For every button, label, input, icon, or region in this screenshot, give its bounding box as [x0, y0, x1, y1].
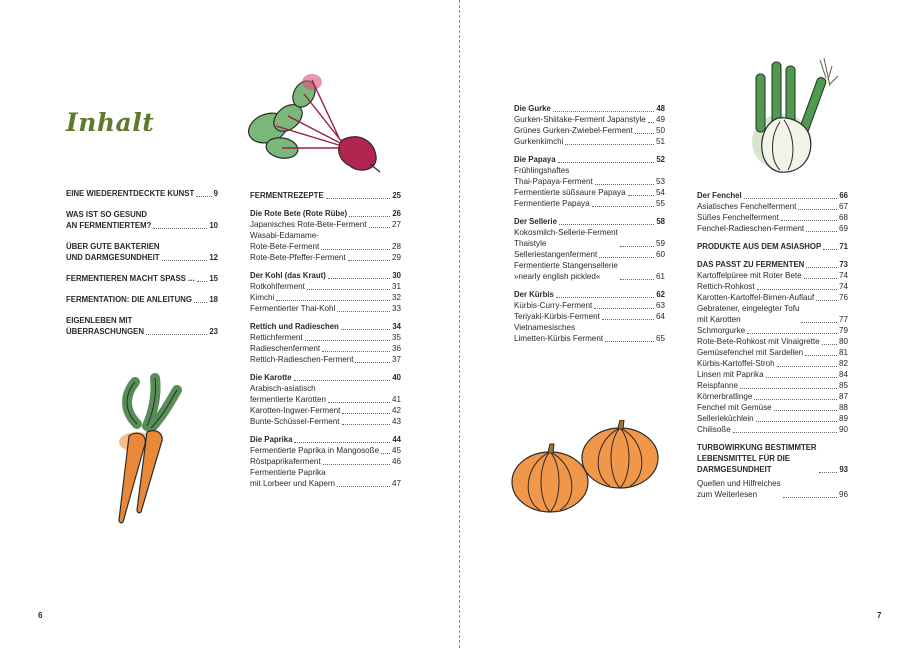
- toc-entry[interactable]: [250, 230, 401, 252]
- toc-page-number: 79: [838, 326, 848, 335]
- toc-entry[interactable]: [250, 303, 401, 314]
- toc-entry[interactable]: [250, 270, 401, 281]
- toc-page-number: 93: [839, 465, 848, 474]
- toc-leader-dots: [594, 308, 654, 309]
- toc-entry-line: TURBOWIRKUNG BESTIMMTER: [697, 443, 817, 452]
- toc-entry[interactable]: [697, 281, 848, 292]
- toc-entry[interactable]: [697, 424, 848, 435]
- toc-page-number: 59: [655, 239, 665, 248]
- toc-leader-dots: [558, 162, 655, 163]
- toc-leader-dots: [355, 362, 390, 363]
- toc-leader-dots: [804, 278, 837, 279]
- toc-page-number: 25: [392, 191, 401, 200]
- toc-entry[interactable]: [66, 315, 218, 337]
- toc-entry-title: Fenchel mit Gemüse: [697, 403, 772, 412]
- toc-leader-dots: [620, 246, 654, 247]
- toc-entry-title: Grünes Gurken-Zwiebel-Ferment: [514, 126, 633, 135]
- toc-page-number: 85: [838, 381, 848, 390]
- toc-page-number: 23: [209, 327, 218, 336]
- toc-entry-title: Röstpaprikaferment: [250, 457, 321, 466]
- toc-page-number: 62: [656, 290, 665, 299]
- toc-entry-title: FERMENTIEREN MACHT SPASS ...: [66, 274, 195, 283]
- toc-page-number: 61: [655, 272, 665, 281]
- toc-entry-line: Gebratener, eingelegter Tofu: [697, 304, 800, 313]
- toc-entry-title: [250, 230, 319, 252]
- toc-entry-title: Selleriekūchlein: [697, 414, 754, 423]
- toc-entry[interactable]: [66, 209, 218, 231]
- toc-leader-dots: [307, 289, 390, 290]
- toc-entry-line: Arabisch-asiatisch: [250, 384, 316, 393]
- toc-page-number: 58: [656, 217, 665, 226]
- toc-page-number: 82: [838, 359, 848, 368]
- toc-page-number: 73: [839, 260, 848, 269]
- toc-entry[interactable]: [514, 198, 665, 209]
- toc-leader-dots: [798, 209, 837, 210]
- page-number-left: 6: [38, 611, 43, 620]
- toc-page-number: 66: [839, 191, 848, 200]
- toc-leader-dots: [321, 249, 390, 250]
- toc-entry-line: Kokosmilch-Sellerie-Ferment: [514, 228, 618, 237]
- toc-entry-title: EINE WIEDERENTDECKTE KUNST: [66, 189, 195, 198]
- toc-entry[interactable]: [250, 190, 401, 201]
- toc-entry[interactable]: [250, 416, 401, 427]
- toc-entry-title: [514, 165, 593, 187]
- toc-entry[interactable]: [697, 358, 848, 369]
- toc-page-number: 35: [391, 333, 401, 342]
- toc-entry-title: [66, 315, 144, 337]
- toc-entry[interactable]: [66, 241, 218, 263]
- toc-page-number: 40: [392, 373, 401, 382]
- toc-leader-dots: [294, 442, 390, 443]
- toc-page-number: 46: [391, 457, 401, 466]
- toc-entry-title: Der Fenchel: [697, 191, 742, 200]
- toc-entry[interactable]: [250, 456, 401, 467]
- toc-leader-dots: [816, 300, 837, 301]
- toc-entry-line: Wasabi-Edamame-: [250, 231, 319, 240]
- toc-page-number: 81: [838, 348, 848, 357]
- toc-page-number: 76: [838, 293, 848, 302]
- toc-entry-title: Fermentierte Paprika in Mangosoße: [250, 446, 380, 455]
- toc-leader-dots: [823, 249, 837, 250]
- toc-entry-title: Süßes Fenchelferment: [697, 213, 779, 222]
- toc-leader-dots: [328, 278, 391, 279]
- toc-column-2: [250, 190, 401, 489]
- toc-page-number: 50: [655, 126, 665, 135]
- toc-entry-line: Rote-Bete-Ferment: [250, 242, 320, 251]
- toc-entry[interactable]: [514, 289, 665, 300]
- toc-page-number: 87: [838, 392, 848, 401]
- toc-page-number: 77: [838, 315, 848, 324]
- toc-page-number: 10: [209, 221, 218, 230]
- toc-leader-dots: [781, 220, 837, 221]
- toc-page-number: 88: [838, 403, 848, 412]
- toc-entry[interactable]: [697, 369, 848, 380]
- toc-entry-line: Fermentierte Paprika: [250, 468, 326, 477]
- toc-page-number: 15: [209, 274, 218, 283]
- toc-leader-dots: [595, 184, 654, 185]
- toc-entry-title: Reispfanne: [697, 381, 738, 390]
- toc-entry-title: Rettich-Radieschen-Ferment: [250, 355, 354, 364]
- toc-leader-dots: [754, 399, 837, 400]
- toc-entry[interactable]: [697, 478, 848, 500]
- toc-entry-title: Der Kürbis: [514, 290, 554, 299]
- toc-page-number: 69: [838, 224, 848, 233]
- toc-entry[interactable]: [250, 332, 401, 343]
- toc-page-number: 32: [391, 293, 401, 302]
- toc-entry[interactable]: [514, 165, 665, 187]
- toc-leader-dots: [605, 341, 654, 342]
- toc-entry-title: Rettich-Rohkost: [697, 282, 755, 291]
- toc-leader-dots: [153, 228, 207, 229]
- toc-entry-line: Limetten-Kürbis Ferment: [514, 334, 604, 343]
- toc-page-number: 67: [838, 202, 848, 211]
- toc-page-number: 43: [391, 417, 401, 426]
- toc-entry[interactable]: [250, 321, 401, 332]
- toc-entry-title: Schmorgurke: [697, 326, 746, 335]
- toc-entry[interactable]: [514, 227, 665, 249]
- toc-page-number: 33: [391, 304, 401, 313]
- toc-page-number: 90: [838, 425, 848, 434]
- toc-leader-dots: [323, 464, 390, 465]
- toc-entry[interactable]: [514, 114, 665, 125]
- toc-entry-title: Die Rote Bete (Rote Rübe): [250, 209, 348, 218]
- toc-entry-title: Der Sellerie: [514, 217, 557, 226]
- toc-entry[interactable]: [250, 343, 401, 354]
- toc-leader-dots: [381, 453, 390, 454]
- toc-entry-title: Rettichferment: [250, 333, 303, 342]
- toc-entry[interactable]: [697, 303, 848, 325]
- toc-leader-dots: [294, 380, 391, 381]
- toc-entry[interactable]: [697, 270, 848, 281]
- toc-entry-line: AN FERMENTIERTEM?: [66, 221, 152, 230]
- toc-page-number: 9: [213, 189, 218, 198]
- toc-entry[interactable]: [250, 383, 401, 405]
- toc-entry-line: LEBENSMITTEL FÜR DIE: [697, 454, 790, 463]
- toc-leader-dots: [648, 122, 654, 123]
- toc-entry-line: Quellen und Hilfreiches: [697, 479, 781, 488]
- toc-entry-title: [514, 227, 618, 249]
- toc-leader-dots: [822, 344, 837, 345]
- toc-page-number: 53: [655, 177, 665, 186]
- toc-entry-title: [66, 241, 160, 263]
- toc-entry-title: Gurkenkimchi: [514, 137, 564, 146]
- toc-entry[interactable]: [697, 347, 848, 358]
- toc-entry-line: ÜBER GUTE BAKTERIEN: [66, 242, 160, 251]
- toc-entry-title: [514, 260, 618, 282]
- toc-entry-title: Kimchi: [250, 293, 275, 302]
- toc-page-number: 31: [391, 282, 401, 291]
- toc-page-number: 49: [655, 115, 665, 124]
- page-fold: [459, 0, 460, 648]
- toc-entry[interactable]: [250, 445, 401, 456]
- page-title: Inhalt: [66, 108, 155, 137]
- toc-entry-title: Rote-Bete-Rohkost mit Vinaigrette: [697, 337, 820, 346]
- toc-leader-dots: [276, 300, 390, 301]
- toc-leader-dots: [757, 289, 837, 290]
- toc-entry-title: [514, 322, 603, 344]
- toc-entry[interactable]: [514, 103, 665, 114]
- toc-entry-line: Vietnamesisches: [514, 323, 576, 332]
- toc-page-number: 55: [655, 199, 665, 208]
- page-number-right: 7: [877, 611, 882, 620]
- toc-entry-title: Rote-Bete-Pfeffer-Ferment: [250, 253, 346, 262]
- toc-page-number: 63: [655, 301, 665, 310]
- toc-page-number: 51: [655, 137, 665, 146]
- toc-page-number: 18: [209, 295, 218, 304]
- toc-entry[interactable]: [250, 372, 401, 383]
- toc-leader-dots: [783, 497, 837, 498]
- toc-entry-line: zum Weiterlesen: [697, 490, 758, 499]
- toc-entry[interactable]: [250, 219, 401, 230]
- fennel-illustration: [748, 56, 850, 178]
- toc-page-number: 89: [838, 414, 848, 423]
- toc-entry-title: Selleriestangenferment: [514, 250, 598, 259]
- toc-entry[interactable]: [697, 223, 848, 234]
- toc-entry-title: Radieschenferment: [250, 344, 321, 353]
- toc-leader-dots: [805, 355, 837, 356]
- toc-entry[interactable]: [697, 259, 848, 270]
- toc-leader-dots: [348, 260, 390, 261]
- toc-entry-title: Linsen mit Paprika: [697, 370, 764, 379]
- toc-entry[interactable]: [514, 216, 665, 227]
- toc-leader-dots: [326, 198, 391, 199]
- toc-leader-dots: [774, 410, 837, 411]
- toc-leader-dots: [733, 432, 837, 433]
- toc-entry[interactable]: [250, 252, 401, 263]
- toc-entry-title: Bunte-Schüssel-Ferment: [250, 417, 340, 426]
- toc-entry[interactable]: [514, 136, 665, 147]
- toc-page-number: 44: [392, 435, 401, 444]
- toc-entry[interactable]: [66, 188, 218, 199]
- toc-leader-dots: [620, 279, 654, 280]
- toc-page-number: 74: [838, 282, 848, 291]
- toc-leader-dots: [197, 281, 208, 282]
- toc-entry-title: Kürbis-Kartoffel-Stroh: [697, 359, 775, 368]
- toc-page-number: 80: [838, 337, 848, 346]
- toc-page-number: 28: [391, 242, 401, 251]
- toc-entry-title: Gemüsefenchel mit Sardellen: [697, 348, 804, 357]
- toc-entry-line: EIGENLEBEN MIT: [66, 316, 133, 325]
- toc-entry-line: WAS IST SO GESUND: [66, 210, 148, 219]
- toc-leader-dots: [322, 351, 390, 352]
- toc-entry-title: Japanisches Rote-Bete-Ferment: [250, 220, 367, 229]
- toc-page-number: 27: [391, 220, 401, 229]
- toc-page-number: 54: [655, 188, 665, 197]
- toc-entry[interactable]: [697, 413, 848, 424]
- toc-entry-title: Der Kohl (das Kraut): [250, 271, 326, 280]
- toc-entry-title: Die Karotte: [250, 373, 292, 382]
- toc-page-number: 29: [391, 253, 401, 262]
- toc-entry[interactable]: [66, 294, 218, 305]
- toc-leader-dots: [337, 311, 390, 312]
- toc-leader-dots: [341, 329, 391, 330]
- toc-entry-title: Die Papaya: [514, 155, 556, 164]
- toc-entry[interactable]: [697, 212, 848, 223]
- toc-entry-line: Thaistyle: [514, 239, 547, 248]
- toc-entry-title: FERMENTREZEPTE: [250, 191, 324, 200]
- toc-leader-dots: [553, 111, 654, 112]
- toc-entry-line: fermentierte Karotten: [250, 395, 327, 404]
- toc-leader-dots: [628, 195, 654, 196]
- toc-page-number: 42: [391, 406, 401, 415]
- toc-entry[interactable]: [697, 325, 848, 336]
- toc-leader-dots: [162, 260, 208, 261]
- toc-page-number: 84: [838, 370, 848, 379]
- toc-entry-title: Teriyaki-Kürbis-Ferment: [514, 312, 600, 321]
- toc-page-number: 45: [391, 446, 401, 455]
- toc-leader-dots: [740, 388, 837, 389]
- toc-leader-dots: [599, 257, 654, 258]
- toc-leader-dots: [806, 231, 837, 232]
- toc-entry-title: Körnerbratlinge: [697, 392, 753, 401]
- toc-entry[interactable]: [250, 434, 401, 445]
- toc-leader-dots: [801, 322, 837, 323]
- toc-entry-title: Karotten-Kartoffel-Birnen-Auflauf: [697, 293, 815, 302]
- toc-entry[interactable]: [697, 190, 848, 201]
- toc-entry-line: Fermentierte Stangensellerie: [514, 261, 618, 270]
- toc-leader-dots: [369, 227, 390, 228]
- toc-entry[interactable]: [514, 187, 665, 198]
- toc-leader-dots: [806, 267, 837, 268]
- toc-page-number: 48: [656, 104, 665, 113]
- toc-leader-dots: [592, 206, 654, 207]
- toc-entry-title: [697, 478, 781, 500]
- toc-entry-title: FERMENTATION: DIE ANLEITUNG: [66, 295, 192, 304]
- toc-entry-title: Fenchel-Radieschen-Ferment: [697, 224, 805, 233]
- toc-page-number: 36: [391, 344, 401, 353]
- toc-leader-dots: [744, 198, 838, 199]
- toc-page-number: 30: [392, 271, 401, 280]
- toc-entry-title: Fermentierte süßsaure Papaya: [514, 188, 626, 197]
- toc-entry-line: ÜBERRASCHUNGEN: [66, 327, 144, 336]
- toc-page-number: 71: [839, 242, 848, 251]
- toc-entry[interactable]: [697, 402, 848, 413]
- toc-page-number: 47: [391, 479, 401, 488]
- toc-page-number: 52: [656, 155, 665, 164]
- toc-leader-dots: [194, 302, 207, 303]
- toc-entry-title: Asiatisches Fenchelferment: [697, 202, 797, 211]
- toc-entry[interactable]: [250, 281, 401, 292]
- toc-leader-dots: [556, 297, 654, 298]
- toc-entry[interactable]: [514, 154, 665, 165]
- toc-entry-title: Chilisoße: [697, 425, 731, 434]
- toc-entry[interactable]: [697, 380, 848, 391]
- toc-leader-dots: [349, 216, 390, 217]
- toc-entry[interactable]: [514, 311, 665, 322]
- toc-entry-line: Thai-Papaya-Ferment: [514, 177, 593, 186]
- toc-page-number: 68: [838, 213, 848, 222]
- toc-entry-line: UND DARMGESUNDHEIT: [66, 253, 160, 262]
- pumpkin-illustration: [510, 420, 662, 516]
- toc-leader-dots: [196, 196, 211, 197]
- toc-entry[interactable]: [514, 322, 665, 344]
- toc-entry-line: mit Lorbeer und Kapern: [250, 479, 336, 488]
- toc-entry-title: [697, 303, 799, 325]
- toc-entry-line: Frühlingshaftes: [514, 166, 570, 175]
- toc-page-number: 37: [391, 355, 401, 364]
- toc-entry-line: DARMGESUNDHEIT: [697, 465, 772, 474]
- toc-entry[interactable]: [697, 391, 848, 402]
- toc-page-number: 65: [655, 334, 665, 343]
- toc-page-number: 74: [838, 271, 848, 280]
- toc-entry[interactable]: [250, 405, 401, 416]
- toc-entry[interactable]: [697, 201, 848, 212]
- toc-leader-dots: [747, 333, 837, 334]
- toc-entry[interactable]: [697, 336, 848, 347]
- toc-entry-title: Fermentierte Papaya: [514, 199, 590, 208]
- toc-entry-title: [250, 383, 326, 405]
- toc-entry-title: [697, 442, 817, 475]
- toc-page-number: 64: [655, 312, 665, 321]
- toc-entry-title: Gurken-Shiitake-Ferment Japanstyle: [514, 115, 646, 124]
- toc-leader-dots: [756, 421, 837, 422]
- toc-entry-line: »nearly english pickled«: [514, 272, 601, 281]
- toc-entry-title: Rotkohlferment: [250, 282, 305, 291]
- toc-leader-dots: [146, 334, 207, 335]
- toc-entry[interactable]: [697, 241, 848, 252]
- toc-entry[interactable]: [697, 442, 848, 475]
- toc-leader-dots: [559, 224, 654, 225]
- toc-entry[interactable]: [514, 125, 665, 136]
- toc-entry-line: mit Karotten: [697, 315, 741, 324]
- toc-leader-dots: [342, 424, 390, 425]
- toc-page-number: 41: [391, 395, 401, 404]
- toc-column-1: [66, 188, 218, 337]
- toc-entry-title: Die Paprika: [250, 435, 293, 444]
- toc-page-number: 12: [209, 253, 218, 262]
- carrot-illustration: [107, 372, 199, 524]
- toc-page-number: 96: [838, 490, 848, 499]
- toc-entry-title: Karotten-Ingwer-Ferment: [250, 406, 341, 415]
- toc-entry[interactable]: [250, 208, 401, 219]
- toc-leader-dots: [328, 402, 390, 403]
- toc-entry-title: Rettich und Radieschen: [250, 322, 339, 331]
- toc-page-number: 60: [655, 250, 665, 259]
- toc-entry[interactable]: [250, 292, 401, 303]
- toc-leader-dots: [565, 144, 654, 145]
- toc-leader-dots: [602, 319, 654, 320]
- toc-leader-dots: [305, 340, 390, 341]
- toc-page-number: 26: [392, 209, 401, 218]
- toc-entry[interactable]: [514, 300, 665, 311]
- toc-entry[interactable]: [514, 260, 665, 282]
- toc-entry[interactable]: [250, 354, 401, 365]
- toc-entry-title: Kartoffelpüree mit Roter Bete: [697, 271, 802, 280]
- toc-leader-dots: [342, 413, 390, 414]
- toc-entry[interactable]: [697, 292, 848, 303]
- toc-entry-title: [250, 467, 335, 489]
- toc-leader-dots: [819, 472, 838, 473]
- toc-entry-title: [66, 209, 151, 231]
- toc-column-3: [514, 103, 665, 344]
- toc-entry-title: PRODUKTE AUS DEM ASIASHOP: [697, 242, 822, 251]
- toc-leader-dots: [766, 377, 837, 378]
- toc-entry[interactable]: [514, 249, 665, 260]
- toc-entry-title: Kürbis-Curry-Ferment: [514, 301, 593, 310]
- toc-column-4: [697, 190, 848, 500]
- toc-leader-dots: [777, 366, 837, 367]
- beetroot-illustration: [246, 66, 382, 174]
- toc-leader-dots: [635, 133, 654, 134]
- toc-entry-title: DAS PASST ZU FERMENTEN: [697, 260, 805, 269]
- toc-leader-dots: [337, 486, 390, 487]
- toc-entry[interactable]: [250, 467, 401, 489]
- toc-page-number: 34: [392, 322, 401, 331]
- toc-entry-title: Fermentierter Thai-Kohl: [250, 304, 336, 313]
- toc-entry[interactable]: [66, 273, 218, 284]
- toc-entry-title: Die Gurke: [514, 104, 551, 113]
